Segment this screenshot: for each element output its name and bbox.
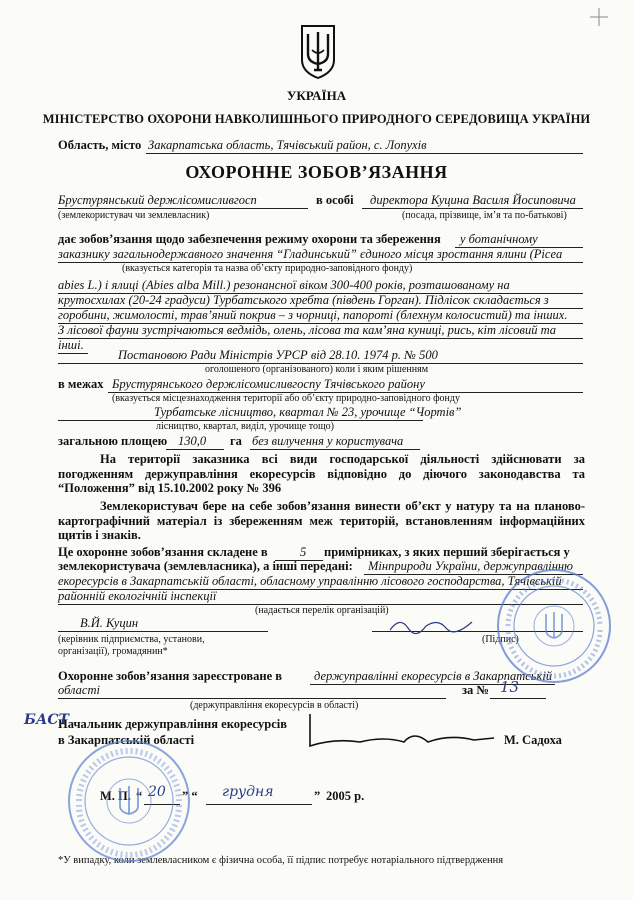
description-line-2: крутосхилах (20-24 градуси) Турбатського хребта (південь Горган). Підлісок складається з [58,293,549,307]
object-line-1: у ботанічному [460,232,538,246]
obligation-lead: дає зобов’язання щодо забезпечення режиму охорони та збереження [58,232,441,246]
recipients-caption: (надається перелік організацій) [255,605,389,616]
corner-mark-icon [588,6,610,28]
country-heading: УКРАЇНА [286,88,347,103]
ministry-seal-icon [64,736,194,866]
paragraph-obligation: Землекористувач бере на себе зобов’язання винести об’єкт у натуру та на планово-картографічний матеріал із збереженням меж територій, встановленням інформаційних щитів і знаків. [58,499,585,542]
location-caption: лісництво, квартал, виділ, урочище тощо) [156,421,335,432]
description-line-3: горобини, жимолості, трав’яний покрив – з чорниці, папороті (блехнум колосистий) та інших. [58,308,568,322]
person-label: в особі [316,193,354,207]
bounds-caption: (вказується місцезнаходження території або об’єкту природно-заповідного фонду [112,393,460,404]
description-line-1: abies L.) і ялиці (Abies alba Mill.) резонансної віком 300-400 років, розташованому на [58,278,510,292]
recipients-line-2: екоресурсів в Закарпатській області, обласному управлінню лісового господарства, Тячівській [58,574,562,588]
object-caption: (вказується категорія та назва об’єкту природно-заповідного фонду) [122,263,413,274]
copies-lead: Це охоронне зобов’язання складене в [58,545,268,559]
description-line-4: З лісової фауни зустрічаються ведмідь, олень, лісова та кам’яна куниці, рись, кіт лісовий та [58,323,557,337]
date-month: грудня [222,784,274,800]
description-line-5: інші. [58,338,84,352]
head-signature-icon [304,708,498,752]
registration-value-1: держуправлінні екоресурсів в Закарпатській [314,669,553,683]
head-name: М. Садоха [504,733,562,747]
bounds-value: Брустурянського держлісомисливгоспу Тячівського району [112,377,425,391]
signature-label: (Підпис) [482,634,519,645]
date-day: 20 [148,784,166,800]
signature-mark-icon [386,612,476,636]
area-value: 130,0 [178,434,207,448]
footnote: *У випадку, коли землевласником є фізична особа, її підпис потребує нотаріального підтвердження [58,855,504,866]
decision-caption: оголошеного (організованого) коли і яким рішенням [205,364,429,375]
ministry-heading: МІНІСТЕРСТВО ОХОРОНИ НАВКОЛИШНЬОГО ПРИРОДНОГО СЕРЕДОВИЩА УКРАЇНИ [42,112,591,126]
registration-number-label: за № [462,683,489,697]
object-line-2: заказнику загальнодержавного значення “Гладинський” єдиного місця зростання ялини (Picea [58,247,563,261]
document-page: УКРАЇНА МІНІСТЕРСТВО ОХОРОНИ НАВКОЛИШНЬОГО ПРИРОДНОГО СЕРЕДОВИЩА УКРАЇНИ Область, місто Закарпатська область, Тячівський район, с. Лопухів ОХОРОННЕ ЗОБОВ’ЯЗАННЯ Брустурянський держлісомисливгосп в особі директора Куцина Василя Йосиповича (землекористувач чи землевласник) (посада, прізвище, ім’я та по-батькові) дає зобов’язання щодо забезпечення режиму охорони та збереження у ботанічному заказнику загальнодержавного значення “Гладинський” єдиного місця зростання ялини (Picea (вказується категорія та назва об’єкту природно-заповідного фонду) abies L.) і ялиці (Abies alba Mill.) резонансної віком 300-400 років, розташованому на крутосхилах (20-24 градуси) Турбатського хребта (південь Горган). Підлісок складається з горобини, жимолості, трав’яний покрив – з чорниці, папороті (блехнум колосистий) та інших. З лісової фауни зустрічаються ведмідь, олень, лісова та кам’яна куниці, рись, кіт лісовий та інші. Постановою Ради Міністрів УРСР від 28.10. 1974 р. № 500 оголошеного (організованого) коли і яким рішенням в межах Брустурянського держлісомисливгоспу Тячівського району (вказується місцезнаходження території або об’єкту природно-заповідного фонду Турбатське лісництво, квартал № 23, урочище “Чортів” лісництво, квартал, виділ, урочище тощо) загальною площею 130,0 га без вилучення у користувача На території заказника всі види господарської діяльності здійснювати за погодженням держуправління екоресурсів відповідно до діючого законодавства та “Положення” від 15.10.2002 року № 396 Землекористувач бере на себе зобов’язання винести об’єкт у натуру та на планово-картографічний матеріал із збереженням меж територій, встановленням інформаційних щитів і знаків. Це охоронне зобов’язання складене в 5 примірниках, з яких перший зберігається у землекористувача (землевласника), а інші передані: Мінприроди України, держуправлінню екоресурсів в Закарпатській області, обласному управлінню лісового господарства, Тячівській районній екологічній інспекції (надається перелік організацій) В.Й. Куцин (керівник підприємства, установи, організації), громадянин* (Підпис) Охоронне зобов’язання зареєстроване в держуправлінні екоресурсів в Закарпатській області за № 13 (держуправління екоресурсів в області) БАСТ Начальник держуправління екоресурсів в Закарпатській області М. Садоха М. П. “ 20 ” “ грудня ” 2005 р. *У випадку, коли землевласником є фізична особа, її підпис потребує нотаріального підтвердження [0,0,633,900]
decision-value: Постановою Ради Міністрів УРСР від 28.10. 1974 р. № 500 [118,348,438,362]
recipients-line-1: Мінприроди України, держуправлінню [368,559,573,573]
organization-stamp-icon [494,566,614,686]
registration-value-2: області [58,683,100,697]
coat-of-arms-icon [300,24,336,80]
person-value: директора Куцина Василя Йосиповича [370,193,576,207]
area-note: без вилучення у користувача [252,434,404,448]
registration-number-value: 13 [500,678,520,696]
document-title: ОХОРОННЕ ЗОБОВ’ЯЗАННЯ [185,162,448,182]
signatory-name: В.Й. Куцин [80,616,139,630]
registration-lead: Охоронне зобов’язання зареєстроване в [58,669,283,683]
land-user-caption: (землекористувач чи землевласник) [58,210,210,221]
copies-value: 5 [300,545,307,559]
signatory-caption-1: (керівник підприємства, установи, [58,634,205,645]
paragraph-activity: На території заказника всі види господарської діяльності здійснювати за погодженням держуправління екоресурсів відповідно до діючого законодавства та “Положення” від 15.10.2002 року № 396 [58,452,585,495]
copies-line-2: землекористувача (землевласника), а інші передані: [58,559,353,573]
location-value: Турбатське лісництво, квартал № 23, урочище “Чортів” [154,405,462,419]
head-title-line-1: Начальник держуправління екоресурсів [58,717,287,731]
area-label: загальною площею [58,434,168,448]
region-label: Область, місто [58,138,142,152]
signatory-caption-2: організації), громадянин* [58,646,168,657]
margin-note: БАСТ [24,712,69,728]
copies-tail: примірниках, з яких перший зберігається у [324,545,570,559]
area-unit: га [230,434,242,448]
registration-caption: (держуправління екоресурсів в області) [190,700,359,711]
person-caption: (посада, прізвище, ім’я та по-батькові) [402,210,567,221]
region-value: Закарпатська область, Тячівський район, с. Лопухів [148,138,427,152]
recipients-line-3: районній екологічній інспекції [58,589,217,603]
land-user-value: Брустурянський держлісомисливгосп [58,193,257,207]
head-title-line-2: в Закарпатській області [58,733,195,747]
date-year: 2005 р. [326,789,365,803]
seal-place-label: М. П. [100,789,131,803]
bounds-label: в межах [58,377,104,391]
